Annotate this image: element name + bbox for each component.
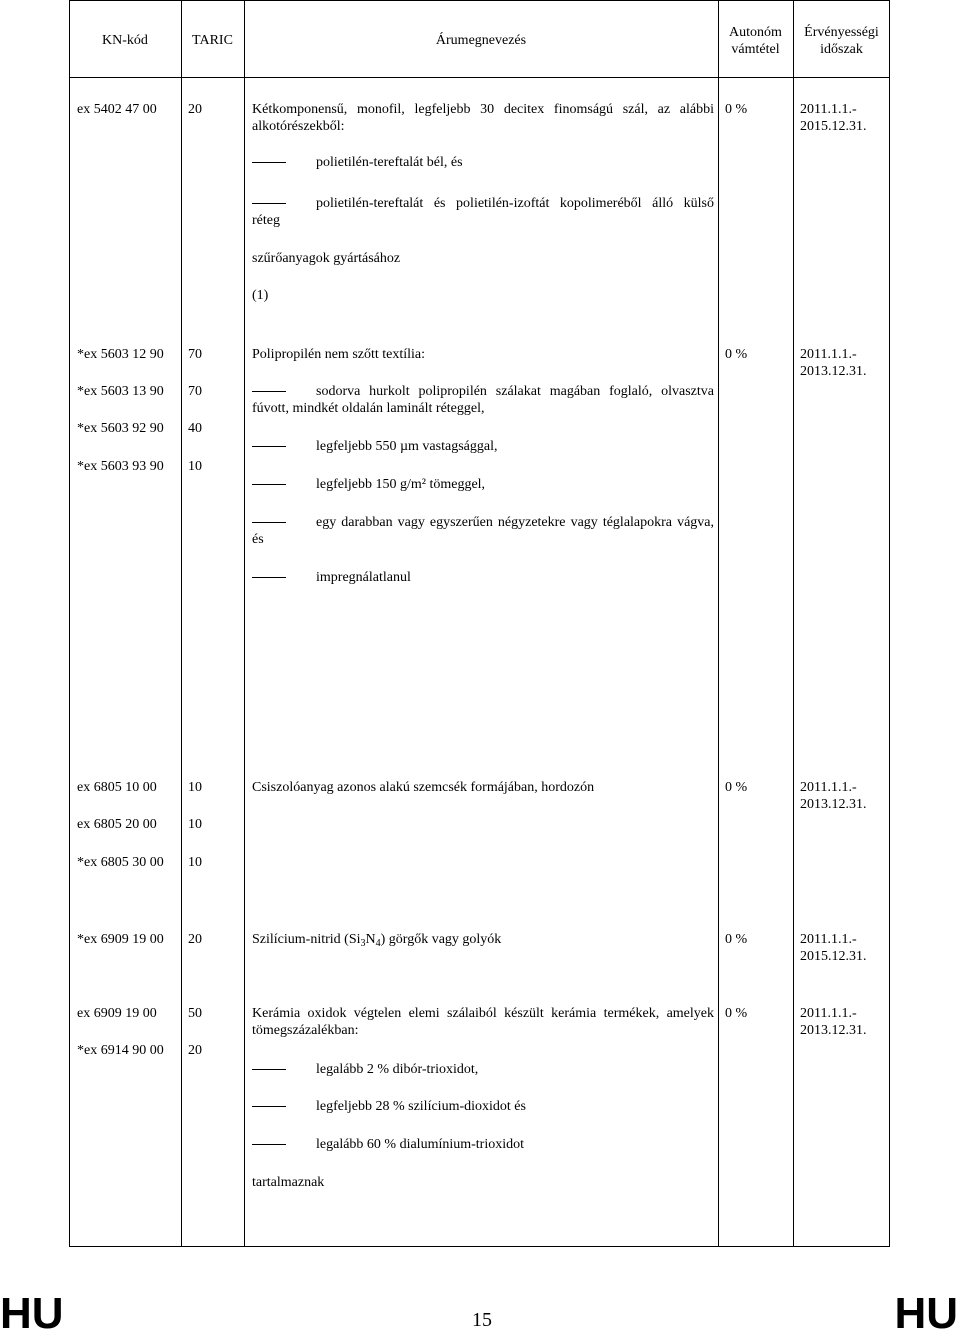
row2-taric: 70 — [188, 347, 202, 362]
header-ervenyessegi-line1: Érvényességi — [804, 25, 879, 40]
row4-kn-code: *ex 6909 19 00 — [77, 932, 164, 947]
row1-period-line2: 2015.12.31. — [800, 119, 867, 134]
column-divider — [244, 0, 245, 1247]
header-arumegnevezes: Árumegnevezés — [435, 33, 527, 48]
row2-description: Polipropilén nem szőtt textília: — [252, 347, 426, 362]
row2-kn-code: *ex 5603 12 90 — [77, 347, 164, 362]
row3-period-line1: 2011.1.1.- — [800, 780, 857, 795]
row2-sub2: legfeljebb 550 µm vastagsággal, — [316, 439, 498, 454]
row1-sub1: polietilén-tereftalát bél, és — [316, 155, 463, 170]
row2-taric: 40 — [188, 421, 202, 436]
row5-description: Kerámia oxidok végtelen elemi szálaiból készült kerámia termékek, amelyek tömegszázalékban: — [252, 1006, 714, 1038]
footer-right-mark: HU — [894, 1289, 958, 1338]
row2-sub3: legfeljebb 150 g/m² tömeggel, — [316, 477, 486, 492]
row2-dash — [252, 577, 286, 578]
row1-dash — [252, 203, 286, 204]
header-autonom-line1: Autonóm — [729, 25, 782, 40]
row1-footnote-ref: (1) — [252, 288, 269, 303]
row5-taric: 20 — [188, 1043, 202, 1058]
header-kn-kod: KN-kód — [102, 33, 148, 48]
row5-dash — [252, 1069, 286, 1070]
row1-dash — [252, 162, 286, 163]
row3-rate: 0 % — [725, 780, 748, 795]
row2-sub5: impregnálatlanul — [316, 570, 411, 585]
row5-taric: 50 — [188, 1006, 202, 1021]
tariff-table — [69, 0, 890, 1247]
row5-tail: tartalmaznak — [252, 1175, 325, 1190]
row1-sub2-line2: réteg — [252, 213, 280, 228]
row2-sub1: sodorva hurkolt polipropilén szálakat magában foglaló, olvasztva fúvott, mindkét oldalán laminált réteggel, — [252, 384, 714, 416]
header-taric: TARIC — [192, 33, 233, 48]
row1-rate: 0 % — [725, 102, 748, 117]
row5-period-line1: 2011.1.1.- — [800, 1006, 857, 1021]
row5-sub3: legalább 60 % dialumínium-trioxidot — [316, 1137, 525, 1152]
row2-kn-code: *ex 5603 93 90 — [77, 459, 164, 474]
row5-rate: 0 % — [725, 1006, 748, 1021]
row5-kn-code: ex 6909 19 00 — [77, 1006, 157, 1021]
column-divider — [793, 0, 794, 1247]
row2-taric: 70 — [188, 384, 202, 399]
row5-sub2: legfeljebb 28 % szilícium-dioxidot és — [316, 1099, 526, 1114]
row5-dash — [252, 1106, 286, 1107]
row3-taric: 10 — [188, 780, 202, 795]
row1-purpose: szűrőanyagok gyártásához — [252, 251, 401, 266]
row2-kn-code: *ex 5603 13 90 — [77, 384, 164, 399]
row3-kn-code: ex 6805 20 00 — [77, 817, 157, 832]
row3-period-line2: 2013.12.31. — [800, 797, 867, 812]
row2-sub4-line1: egy darabban vagy egyszerűen négyzetekre vagy téglalapokra vágva, — [316, 515, 714, 530]
row4-period-line2: 2015.12.31. — [800, 949, 867, 964]
page-number: 15 — [472, 1309, 492, 1331]
row1-kn-code: ex 5402 47 00 — [77, 102, 157, 117]
row2-period-line1: 2011.1.1.- — [800, 347, 857, 362]
row2-dash — [252, 446, 286, 447]
header-separator — [69, 77, 890, 78]
row2-rate: 0 % — [725, 347, 748, 362]
row2-period-line2: 2013.12.31. — [800, 364, 867, 379]
row4-taric: 20 — [188, 932, 202, 947]
row5-kn-code: *ex 6914 90 00 — [77, 1043, 164, 1058]
row3-taric: 10 — [188, 855, 202, 870]
row5-sub1: legalább 2 % dibór-trioxidot, — [316, 1062, 479, 1077]
row3-kn-code: ex 6805 10 00 — [77, 780, 157, 795]
footer-left-mark: HU — [0, 1289, 64, 1338]
row4-rate: 0 % — [725, 932, 748, 947]
row5-period-line2: 2013.12.31. — [800, 1023, 867, 1038]
row5-dash — [252, 1144, 286, 1145]
row1-sub2-line1: polietilén-tereftalát és polietilén-izoftát kopolimeréből álló külső — [316, 196, 714, 211]
row2-kn-code: *ex 5603 92 90 — [77, 421, 164, 436]
row3-taric: 10 — [188, 817, 202, 832]
row3-description: Csiszolóanyag azonos alakú szemcsék formájában, hordozón — [252, 780, 595, 795]
row4-description: Szilícium-nitrid $(Si_3N_4)$ görgők vagy golyók — [252, 932, 502, 949]
row1-taric: 20 — [188, 102, 202, 117]
row2-taric: 10 — [188, 459, 202, 474]
column-divider — [181, 0, 182, 1247]
column-divider — [718, 0, 719, 1247]
header-ervenyessegi-line2: időszak — [820, 42, 863, 57]
header-autonom-line2: vámtétel — [731, 42, 780, 57]
row1-period-line1: 2011.1.1.- — [800, 102, 857, 117]
row1-description: Kétkomponensű, monofil, legfeljebb 30 decitex finomságú szál, az alábbi alkotórészekből: — [252, 102, 714, 134]
row4-period-line1: 2011.1.1.- — [800, 932, 857, 947]
row2-dash — [252, 484, 286, 485]
row2-dash — [252, 522, 286, 523]
row2-sub4-line2: és — [252, 532, 264, 547]
row3-kn-code: *ex 6805 30 00 — [77, 855, 164, 870]
